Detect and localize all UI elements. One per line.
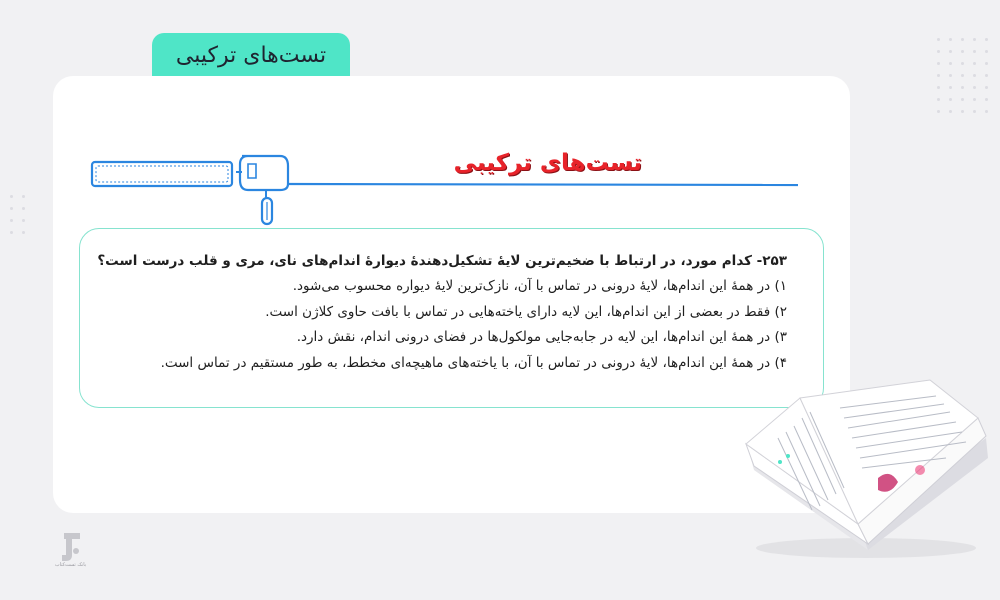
section-title-tab <box>152 33 350 77</box>
question <box>97 249 787 376</box>
decorative-dots-top-right <box>937 38 988 113</box>
brand-logo-text: بانک تست‌کتاب <box>54 562 87 568</box>
question-box <box>79 228 824 408</box>
open-book-icon <box>740 378 992 563</box>
banner-title: تست‌های ترکیبی <box>453 150 642 176</box>
question-stem: ۲۵۳- کدام مورد، در ارتباط با ضخیم‌ترین لایهٔ تشکیل‌دهندهٔ دیوارهٔ اندام‌های نای، مری و قلب درست است؟ <box>97 253 787 269</box>
banner-mixer-icon <box>90 150 800 230</box>
option-4: ۴) در همهٔ این اندام‌ها، لایهٔ درونی در تماس با آن، با یاخته‌های ماهیچه‌ای مخطط، به طور مستقیم در تماس است. <box>160 354 787 371</box>
decorative-dots-left <box>10 195 25 234</box>
option-2: ۲) فقط در بعضی از این اندام‌ها، این لایه دارای یاخته‌هایی در تماس با بافت حاوی کلاژن است. <box>265 303 787 320</box>
option-3: ۳) در همهٔ این اندام‌ها، این لایه در جابه‌جایی مولکول‌ها در فضای درونی اندام، نقش دارد. <box>296 329 787 345</box>
section-title: تست‌های ترکیبی <box>175 42 327 68</box>
option-1: ۱) در همهٔ این اندام‌ها، لایهٔ درونی در تماس با آن، نازک‌ترین لایهٔ دیواره محسوب می‌شود. <box>292 278 787 294</box>
